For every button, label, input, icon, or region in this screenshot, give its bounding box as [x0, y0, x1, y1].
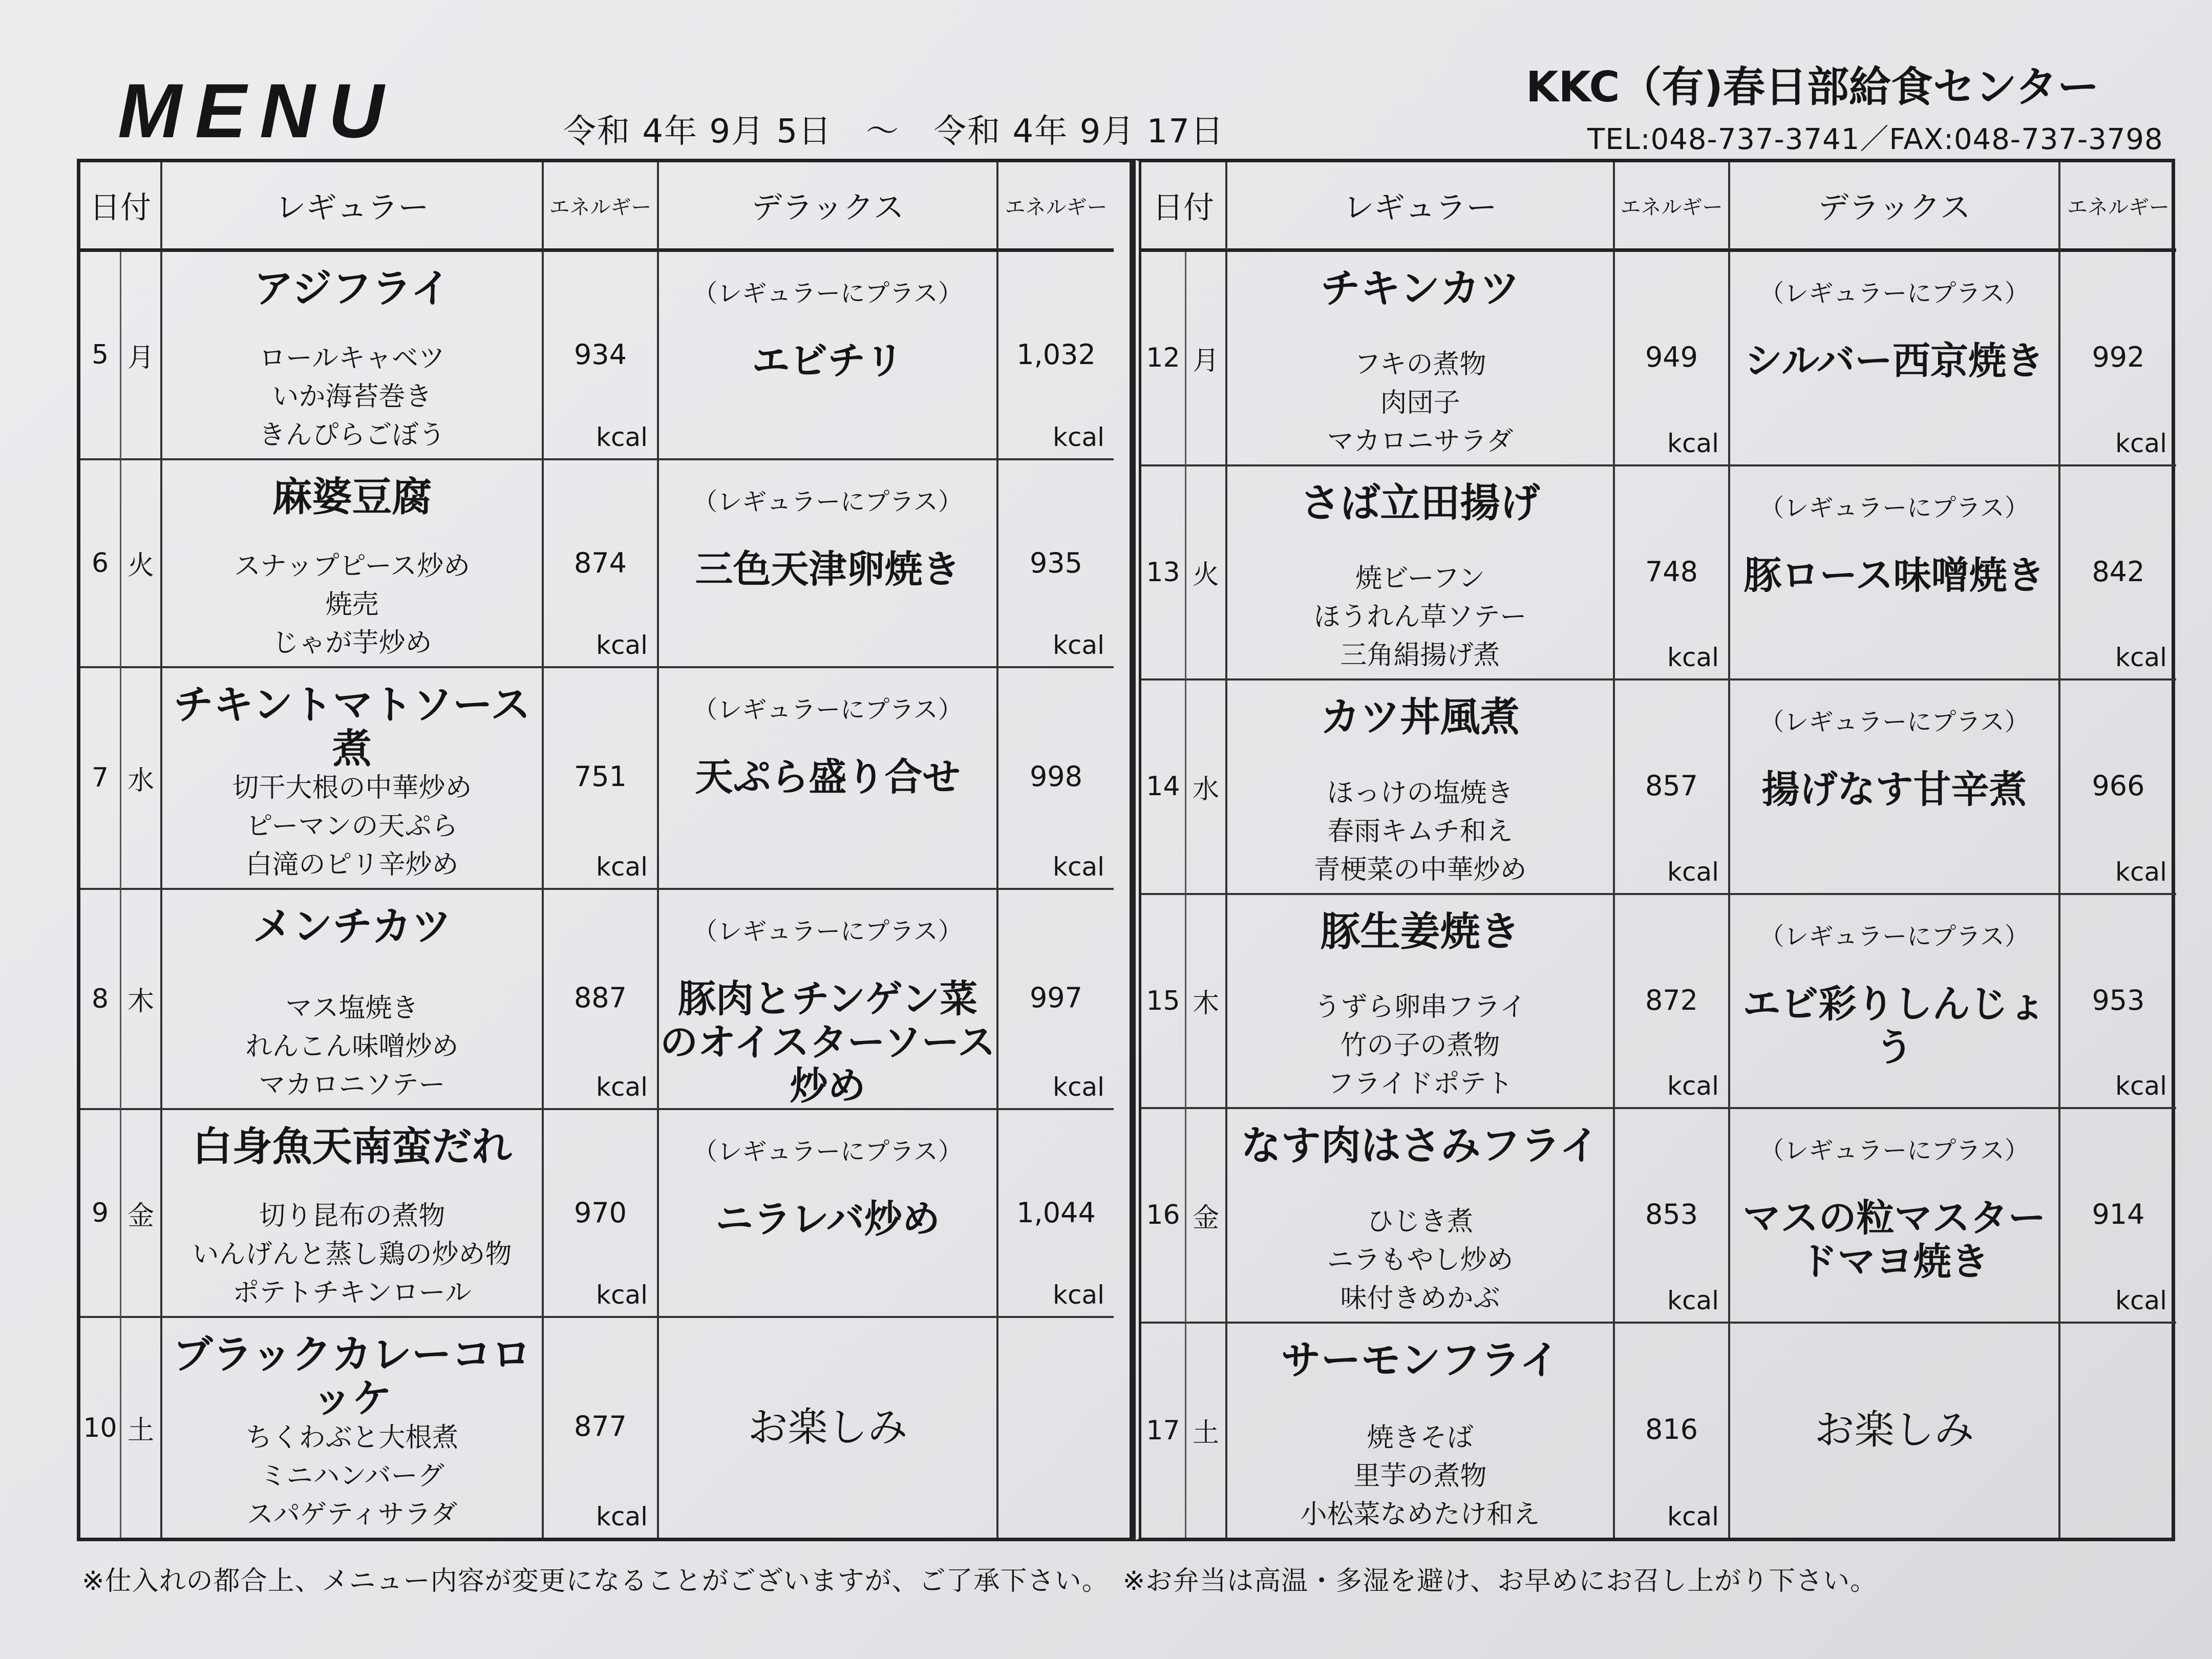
energy-unit: kcal: [1667, 1071, 1719, 1101]
weekday: 火: [1186, 466, 1227, 681]
regular-main-dish: さば立田揚げ: [1300, 480, 1540, 526]
energy-unit: kcal: [1053, 852, 1104, 882]
energy-value: 966: [2092, 770, 2145, 802]
regular-energy: [1615, 252, 1730, 466]
weekday: 木: [1186, 895, 1227, 1110]
regular-cell: [162, 890, 544, 1110]
deluxe-dish: お楽しみ: [1814, 1407, 1974, 1453]
side-dish: フライドポテト: [1327, 1069, 1513, 1099]
side-dish: ポテトチキンロール: [232, 1278, 472, 1309]
side-dish: 青梗菜の中華炒め: [1313, 854, 1527, 885]
energy-unit: kcal: [2115, 428, 2167, 458]
weekday: 金: [1186, 1109, 1227, 1324]
energy-value: 857: [1645, 770, 1698, 802]
day-number: 17: [1141, 1324, 1186, 1538]
side-dish: 焼きそば: [1367, 1422, 1474, 1453]
side-dish: ミニハンバーグ: [260, 1460, 444, 1492]
regular-energy: [544, 1110, 659, 1318]
deluxe-energy: [998, 252, 1114, 460]
menu-period: 令和 4年 9月 5日 ～ 令和 4年 9月 17日: [563, 113, 1225, 151]
energy-value: 842: [2092, 555, 2145, 588]
day-number: 10: [80, 1318, 121, 1538]
energy-value: 751: [573, 760, 627, 793]
side-dish: 焼ビーフン: [1355, 563, 1485, 594]
regular-main-dish: 豚生姜焼き: [1320, 908, 1520, 955]
header-regular: レギュラー: [162, 162, 544, 252]
energy-value: 1,032: [1016, 338, 1096, 371]
regular-side-dishes: [1300, 1421, 1540, 1532]
weekday: 水: [121, 668, 162, 890]
energy-value: 887: [573, 981, 627, 1014]
regular-side-dishes: [1314, 991, 1526, 1101]
regular-cell: [1227, 252, 1615, 466]
deluxe-cell: [1730, 1324, 2060, 1538]
header-energy: エネルギー: [998, 162, 1114, 252]
side-dish: マカロニソテー: [259, 1069, 445, 1100]
energy-unit: kcal: [2115, 1285, 2167, 1315]
day-number: 15: [1141, 895, 1186, 1110]
energy-unit: kcal: [596, 1280, 648, 1310]
day-number: 6: [80, 460, 121, 669]
deluxe-energy: [2060, 1324, 2176, 1538]
side-dish: 切干大根の中華炒め: [232, 772, 472, 803]
regular-energy: [544, 252, 659, 460]
regular-side-dishes: [259, 342, 445, 452]
deluxe-energy: [998, 1318, 1114, 1538]
weekday: 月: [1186, 252, 1227, 466]
regular-side-dishes: [1327, 348, 1513, 458]
regular-side-dishes: [245, 992, 458, 1102]
regular-energy: [1615, 466, 1730, 681]
menu-title: MENU: [118, 68, 397, 154]
deluxe-note: （レギュラーにプラス）: [1759, 708, 2029, 736]
regular-cell: [1227, 895, 1615, 1110]
regular-main-dish: 白身魚天南蛮だれ: [192, 1123, 512, 1170]
day-number: 5: [80, 252, 121, 460]
header-deluxe: デラックス: [659, 162, 998, 252]
day-number: 12: [1141, 252, 1186, 466]
day-number: 8: [80, 890, 121, 1110]
energy-unit: kcal: [596, 422, 648, 452]
deluxe-cell: [1730, 252, 2060, 466]
energy-value: 997: [1029, 981, 1083, 1014]
side-dish: うずら卵串フライ: [1314, 992, 1526, 1023]
energy-unit: kcal: [1053, 630, 1104, 661]
energy-value: 874: [573, 546, 627, 579]
deluxe-note: （レギュラーにプラス）: [693, 917, 963, 946]
regular-side-dishes: [232, 772, 472, 882]
regular-energy: [544, 1318, 659, 1538]
deluxe-note: （レギュラーにプラス）: [1759, 922, 2029, 951]
side-dish: 白滝のピリ辛炒め: [245, 849, 459, 880]
energy-unit: kcal: [1053, 1280, 1104, 1310]
energy-unit: kcal: [1053, 1072, 1104, 1102]
menu-table-left: [77, 159, 1133, 1541]
header-regular: レギュラー: [1227, 162, 1615, 252]
side-dish: 焼売: [325, 589, 379, 621]
regular-cell: [162, 460, 544, 669]
regular-energy: [1615, 895, 1730, 1110]
energy-value: 914: [2092, 1198, 2145, 1231]
energy-unit: kcal: [2115, 1071, 2167, 1101]
deluxe-energy: [2060, 252, 2176, 466]
deluxe-dish: エビ彩りしんじょう: [1742, 982, 2046, 1070]
deluxe-dish: エビチリ: [752, 339, 904, 383]
deluxe-energy: [998, 890, 1114, 1110]
regular-main-dish: メンチカツ: [252, 903, 452, 950]
regular-energy: [544, 460, 659, 669]
deluxe-note: （レギュラーにプラス）: [693, 695, 963, 725]
day-number: 7: [80, 668, 121, 890]
regular-main-dish: チキントマトソース煮: [173, 682, 531, 772]
deluxe-note: （レギュラーにプラス）: [1759, 493, 2029, 522]
regular-cell: [162, 1110, 544, 1318]
regular-cell: [1227, 1109, 1615, 1324]
regular-cell: [162, 252, 544, 460]
energy-value: 816: [1645, 1413, 1698, 1446]
side-dish: いか海苔巻き: [272, 381, 432, 412]
energy-unit: kcal: [596, 852, 648, 882]
side-dish: ひじき煮: [1367, 1206, 1474, 1237]
deluxe-note: （レギュラーにプラス）: [1759, 279, 2029, 308]
side-dish: 味付きめかぶ: [1340, 1283, 1500, 1314]
regular-energy: [1615, 680, 1730, 895]
deluxe-cell: [1730, 680, 2060, 895]
deluxe-dish: 豚肉とチンゲン菜のオイスターソース炒め: [660, 976, 995, 1108]
side-dish: ニラもやし炒め: [1327, 1244, 1514, 1275]
header-deluxe: デラックス: [1730, 162, 2060, 252]
weekday: 土: [121, 1318, 162, 1538]
side-dish: いんげんと蒸し鶏の炒め物: [192, 1239, 512, 1270]
energy-value: 935: [1029, 546, 1083, 579]
regular-energy: [1615, 1109, 1730, 1324]
deluxe-dish: シルバー西京焼き: [1745, 339, 2044, 383]
deluxe-cell: [659, 668, 998, 890]
deluxe-dish: ニラレバ炒め: [715, 1197, 940, 1241]
side-dish: 小松菜なめたけ和え: [1300, 1499, 1540, 1530]
side-dish: 竹の子の煮物: [1340, 1030, 1500, 1061]
deluxe-energy: [998, 1110, 1114, 1318]
energy-unit: kcal: [1053, 422, 1104, 452]
regular-cell: [162, 1318, 544, 1538]
energy-value: 992: [2092, 341, 2145, 374]
regular-cell: [162, 668, 544, 890]
side-dish: スパゲティサラダ: [246, 1499, 458, 1530]
deluxe-energy: [2060, 895, 2176, 1110]
regular-side-dishes: [1313, 562, 1526, 672]
company-contact: TEL:048-737-3741／FAX:048-737-3798: [1587, 123, 2163, 156]
weekday: 火: [121, 460, 162, 669]
energy-value: 877: [573, 1410, 627, 1443]
energy-value: 853: [1645, 1198, 1698, 1231]
weekday: 木: [121, 890, 162, 1110]
side-dish: ほっけの塩焼き: [1327, 777, 1514, 809]
regular-cell: [1227, 680, 1615, 895]
deluxe-dish: 豚ロース味噌焼き: [1743, 553, 2045, 598]
day-number: 9: [80, 1110, 121, 1318]
footer-note: ※仕入れの都合上、メニュー内容が変更になることがございますが、ご了承下さい。 ※お弁当は高温・多湿を避け、お早めにお召し上がり下さい。: [82, 1566, 1878, 1597]
side-dish: ピーマンの天ぷら: [246, 811, 458, 842]
header-energy: エネルギー: [1615, 162, 1730, 252]
side-dish: 里芋の煮物: [1353, 1461, 1487, 1492]
day-number: 14: [1141, 680, 1186, 895]
side-dish: じゃが芋炒め: [272, 628, 432, 659]
deluxe-note: （レギュラーにプラス）: [693, 487, 963, 516]
energy-value: 748: [1645, 555, 1698, 588]
menu-table-right: [1133, 159, 2175, 1541]
energy-value: 872: [1645, 984, 1698, 1016]
energy-value: 1,044: [1016, 1196, 1096, 1229]
header-energy: エネルギー: [2060, 162, 2176, 252]
regular-side-dishes: [245, 1421, 458, 1532]
energy-value: 998: [1029, 760, 1083, 793]
regular-side-dishes: [1313, 777, 1526, 887]
side-dish: ロールキャベツ: [259, 343, 445, 374]
deluxe-cell: [1730, 1109, 2060, 1324]
deluxe-dish: 三色天津卵焼き: [695, 547, 961, 591]
deluxe-energy: [2060, 466, 2176, 681]
energy-unit: kcal: [596, 1072, 648, 1102]
side-dish: 切り昆布の煮物: [259, 1201, 445, 1232]
side-dish: ほうれん草ソテー: [1313, 602, 1527, 632]
energy-unit: kcal: [596, 1501, 648, 1532]
regular-main-dish: チキンカツ: [1320, 266, 1520, 312]
energy-unit: kcal: [1667, 643, 1719, 672]
regular-side-dishes: [234, 550, 470, 660]
deluxe-cell: [659, 252, 998, 460]
weekday: 金: [121, 1110, 162, 1318]
regular-cell: [1227, 466, 1615, 681]
energy-unit: kcal: [1667, 428, 1719, 458]
regular-energy: [544, 668, 659, 890]
regular-main-dish: なす肉はさみフライ: [1241, 1123, 1600, 1169]
deluxe-cell: [659, 460, 998, 669]
deluxe-energy: [998, 460, 1114, 669]
day-number: 13: [1141, 466, 1186, 681]
regular-energy: [544, 890, 659, 1110]
side-dish: マカロニサラダ: [1327, 426, 1514, 457]
regular-main-dish: ブラックカレーコロッケ: [173, 1332, 531, 1422]
energy-unit: kcal: [596, 630, 648, 661]
header-date: 日付: [1141, 162, 1227, 252]
weekday: 月: [121, 252, 162, 460]
deluxe-dish: 揚げなす甘辛煮: [1761, 768, 2027, 812]
header-energy: エネルギー: [544, 162, 659, 252]
side-dish: ちくわぶと大根煮: [245, 1422, 459, 1453]
energy-value: 934: [573, 338, 627, 371]
regular-main-dish: アジフライ: [253, 266, 451, 312]
deluxe-energy: [2060, 680, 2176, 895]
deluxe-cell: [659, 1110, 998, 1318]
deluxe-cell: [659, 890, 998, 1110]
regular-main-dish: カツ丼風煮: [1320, 694, 1520, 740]
energy-value: 949: [1645, 341, 1698, 374]
energy-unit: kcal: [2115, 643, 2167, 672]
deluxe-dish: マスの粒マスタードマヨ焼き: [1742, 1196, 2046, 1284]
regular-side-dishes: [1327, 1205, 1513, 1315]
energy-value: 970: [573, 1196, 627, 1229]
energy-unit: kcal: [1667, 857, 1719, 887]
weekday: 水: [1186, 680, 1227, 895]
header-date: 日付: [80, 162, 162, 252]
company-name: KKC（有)春日部給食センター: [1526, 63, 2099, 112]
energy-unit: kcal: [2115, 857, 2167, 887]
deluxe-note: （レギュラーにプラス）: [1759, 1136, 2029, 1165]
regular-cell: [1227, 1324, 1615, 1538]
side-dish: 三角絹揚げ煮: [1340, 640, 1500, 671]
energy-unit: kcal: [1667, 1502, 1719, 1532]
side-dish: きんぴらごぼう: [259, 419, 445, 451]
deluxe-cell: [659, 1318, 998, 1538]
deluxe-cell: [1730, 466, 2060, 681]
side-dish: マス塩焼き: [285, 992, 419, 1024]
deluxe-cell: [1730, 895, 2060, 1110]
regular-main-dish: 麻婆豆腐: [272, 474, 432, 520]
regular-main-dish: サーモンフライ: [1281, 1337, 1560, 1384]
side-dish: れんこん味噌炒め: [245, 1031, 459, 1062]
day-number: 16: [1141, 1109, 1186, 1324]
regular-energy: [1615, 1324, 1730, 1538]
deluxe-dish: お楽しみ: [748, 1404, 908, 1451]
deluxe-energy: [998, 668, 1114, 890]
deluxe-dish: 天ぷら盛り合せ: [695, 755, 961, 800]
deluxe-energy: [2060, 1109, 2176, 1324]
weekday: 土: [1186, 1324, 1227, 1538]
deluxe-note: （レギュラーにプラス）: [693, 1137, 963, 1166]
regular-side-dishes: [192, 1200, 512, 1310]
side-dish: 肉団子: [1380, 387, 1460, 418]
side-dish: 春雨キムチ和え: [1327, 816, 1513, 847]
side-dish: スナップピース炒め: [233, 551, 471, 582]
side-dish: フキの煮物: [1354, 349, 1486, 380]
energy-value: 953: [2092, 984, 2145, 1016]
deluxe-note: （レギュラーにプラス）: [693, 279, 963, 308]
energy-unit: kcal: [1667, 1285, 1719, 1315]
